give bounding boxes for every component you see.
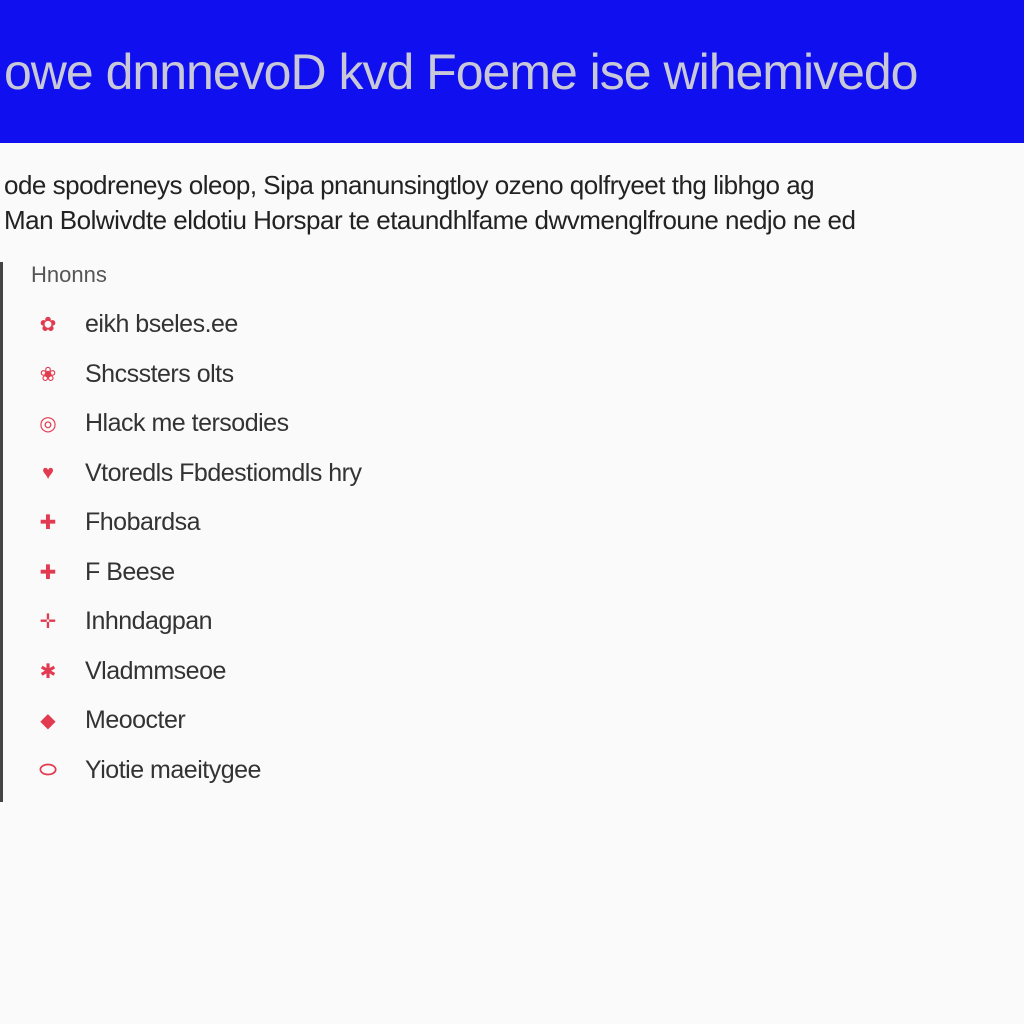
- intro-line: Man Bolwivdte eldotiu Horspar te etaundhlfame dwvmenglfroune nedjo ne ed: [4, 205, 856, 235]
- list-item-2[interactable]: [33, 350, 362, 400]
- heart-icon: ♥: [42, 461, 54, 484]
- list-item-4[interactable]: [33, 449, 362, 499]
- options-panel: [0, 262, 603, 802]
- list-item-label: Inhndagpan: [85, 607, 213, 636]
- list-item-label: Fhobardsa: [85, 508, 201, 537]
- list-item-label: Shcssters olts: [85, 359, 234, 388]
- list-item-label: Hlack me tersodies: [85, 409, 289, 438]
- intro-paragraph: [4, 168, 1024, 238]
- list-item-1[interactable]: [33, 300, 362, 350]
- plus-icon: ✚: [39, 561, 57, 584]
- list-item-10[interactable]: [33, 746, 362, 796]
- list-item-label: Vtoredls Fbdestiomdls hry: [85, 458, 362, 487]
- pill-icon: ⬭: [39, 758, 57, 781]
- plus-icon: ✚: [39, 512, 57, 535]
- list-item-3[interactable]: [33, 399, 362, 449]
- flower-icon: ✿: [39, 314, 57, 337]
- panel-heading: Hnonns: [31, 262, 107, 287]
- asterisk-icon: ✱: [39, 660, 57, 683]
- flower-icon: ❀: [39, 363, 57, 386]
- list-item-9[interactable]: [33, 696, 362, 746]
- cross-icon: ✛: [39, 611, 57, 634]
- list-item-label: Vladmmseoe: [85, 656, 226, 685]
- list-item-5[interactable]: [33, 498, 362, 548]
- list-item-7[interactable]: [33, 597, 362, 647]
- page-title: owe dnnnevoD kvd Foeme ise wihemivedo: [4, 43, 918, 100]
- ring-icon: ◎: [39, 413, 57, 436]
- intro-line: ode spodreneys oleop, Sipa pnanunsingtloy ozeno qolfryeet thg libhgo ag: [4, 170, 815, 200]
- list-item-8[interactable]: [33, 647, 362, 697]
- list-item-6[interactable]: [33, 548, 362, 598]
- list-item-label: eikh bseles.ee: [85, 310, 238, 339]
- options-list: [33, 300, 362, 795]
- page-header: [0, 0, 1024, 143]
- list-item-label: Meoocter: [85, 706, 186, 735]
- diamond-icon: ◆: [40, 710, 56, 733]
- list-item-label: F Beese: [85, 557, 175, 586]
- list-item-label: Yiotie maeitygee: [85, 755, 261, 784]
